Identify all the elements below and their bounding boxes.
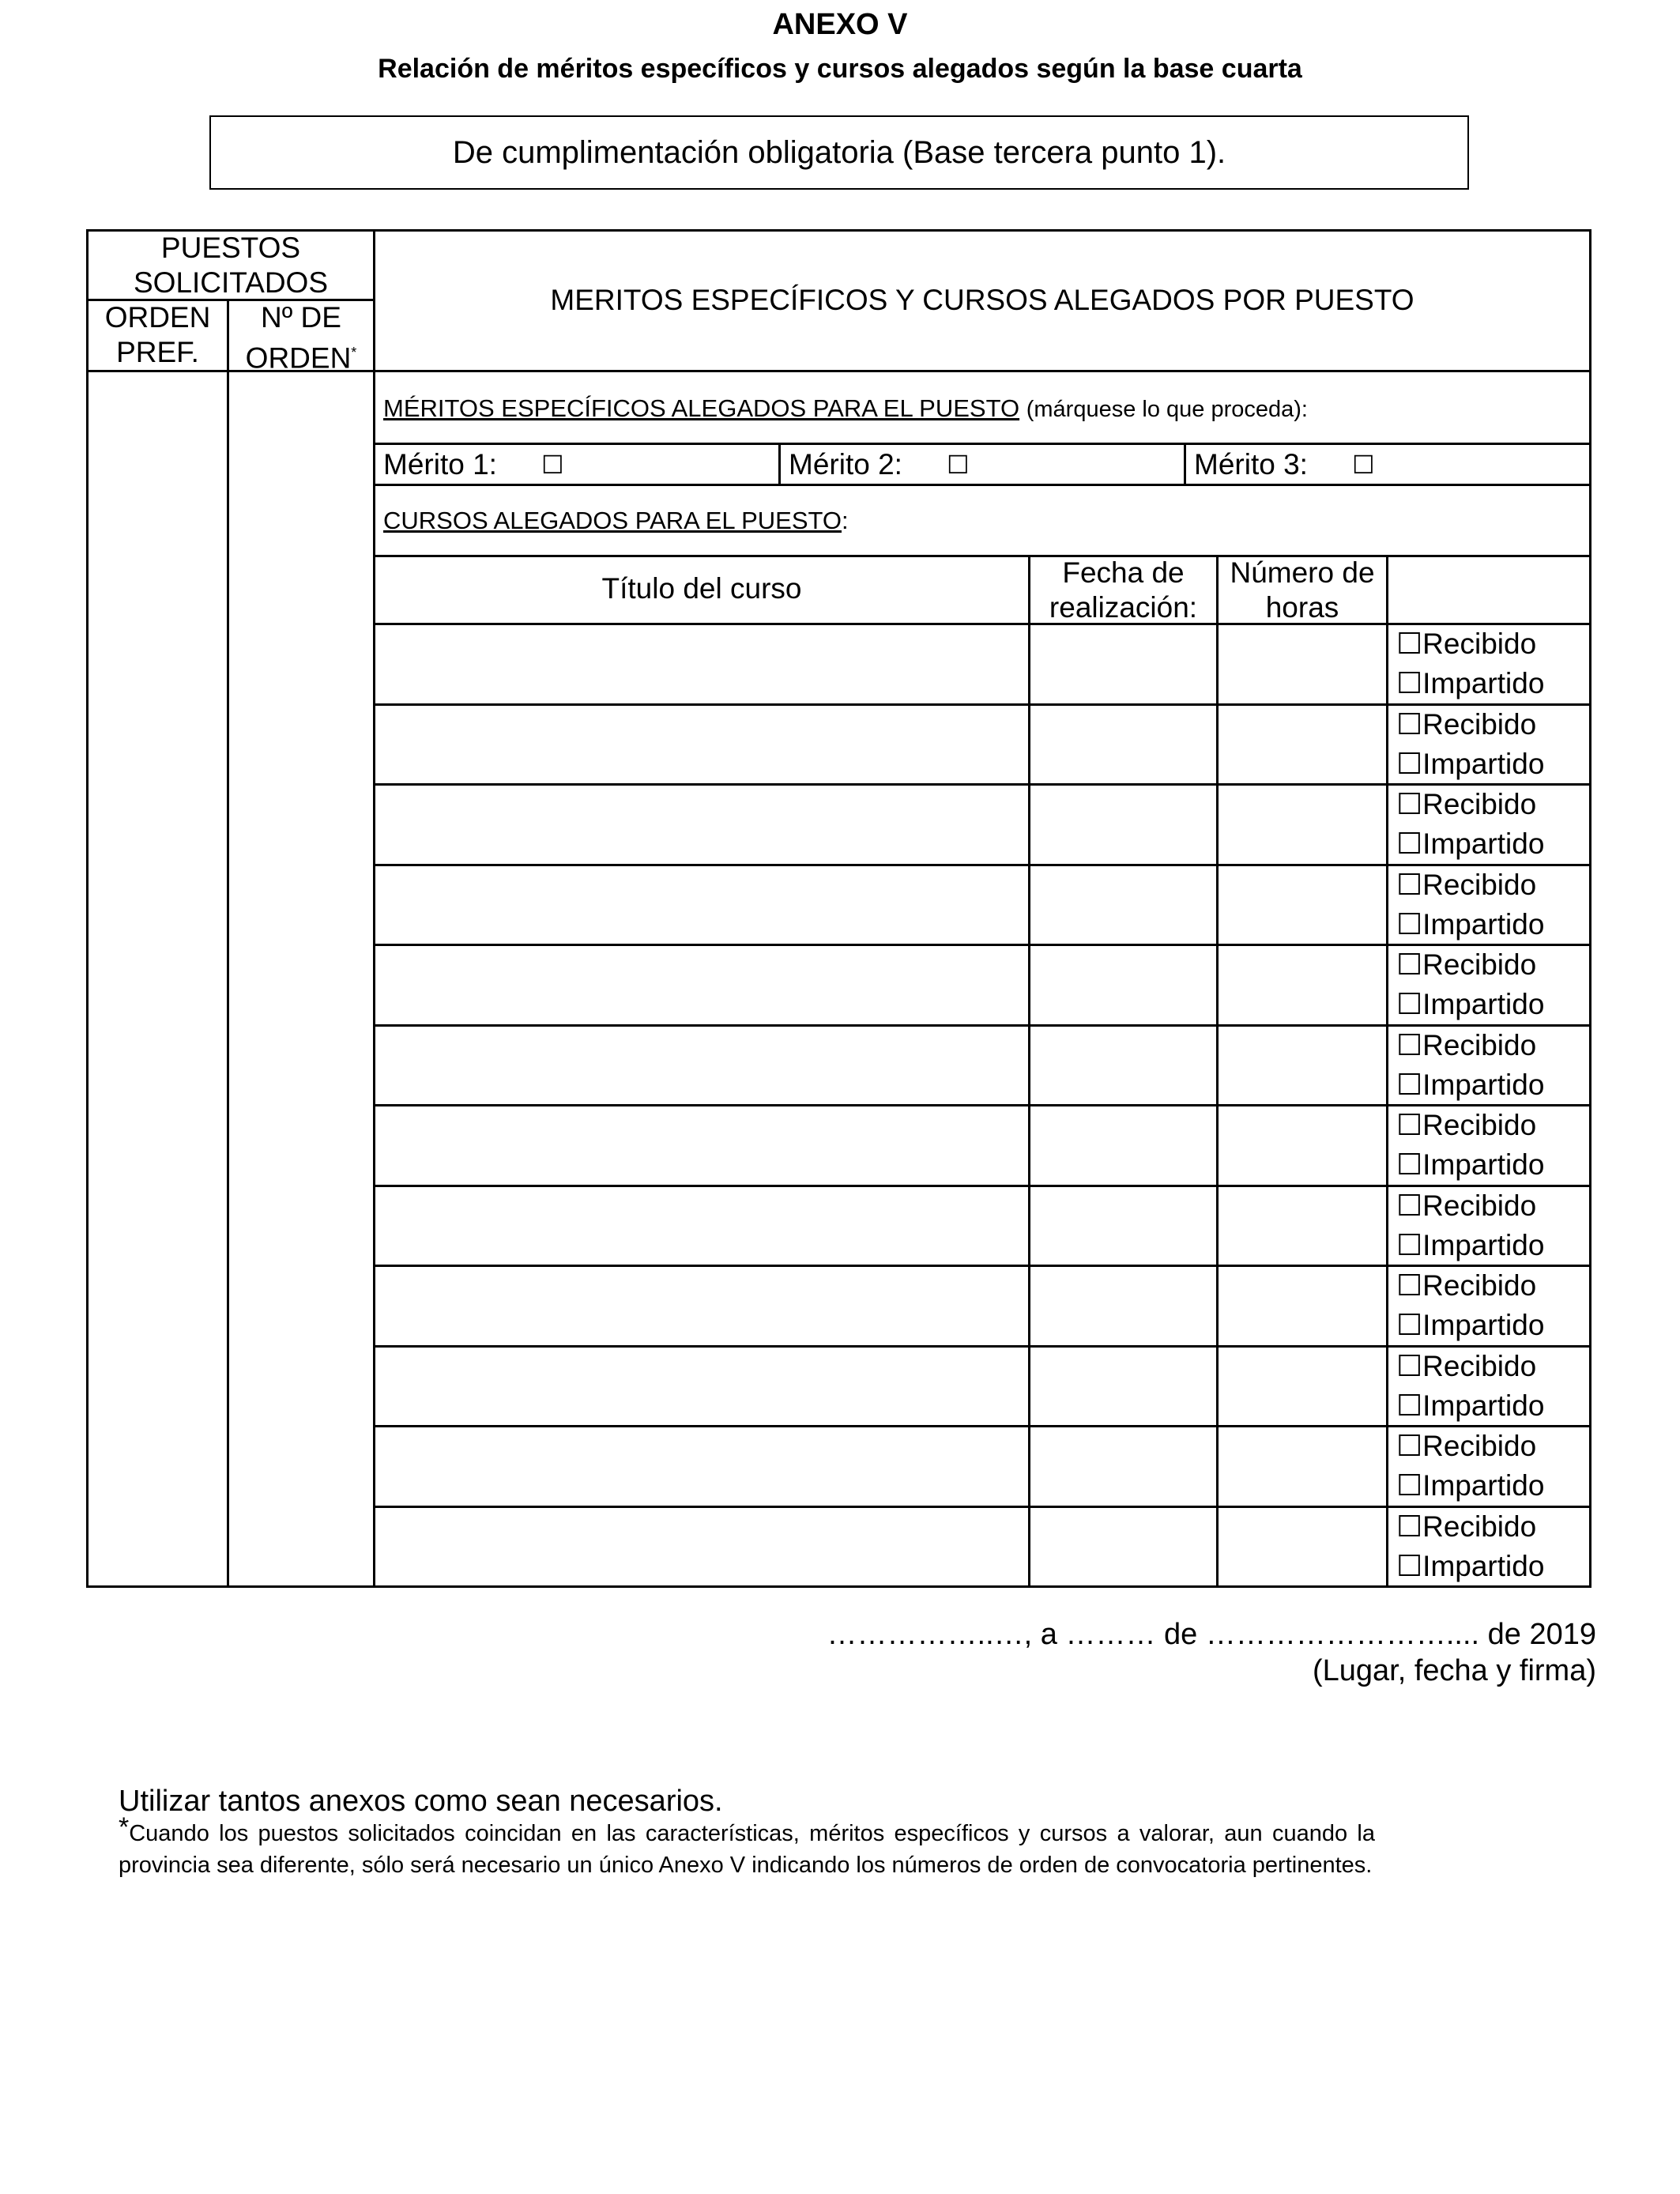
col-horas-header: Número de horas [1230,556,1375,624]
course-hours-cell[interactable] [1219,866,1386,944]
merito-1-checkbox[interactable]: ☐ [541,450,564,480]
course-hours-cell[interactable] [1219,625,1386,703]
recibido-checkbox[interactable]: ☐Recibido [1396,1029,1537,1061]
course-title-cell[interactable] [375,866,1028,944]
merito-3-checkbox[interactable]: ☐ [1352,450,1375,480]
course-title-cell[interactable] [375,1508,1028,1586]
merito-2-field [789,447,902,482]
page-title: ANEXO V [772,8,908,41]
recibido-checkbox[interactable]: ☐Recibido [1396,948,1537,981]
meritos-section-hint: (márquese lo que proceda): [1026,397,1308,422]
num-orden-label: Nº DE ORDEN [245,301,352,375]
impartido-checkbox[interactable]: ☐Impartido [1396,1148,1545,1181]
recibido-checkbox[interactable]: ☐Recibido [1396,1189,1537,1222]
meritos-section-title: MÉRITOS ESPECÍFICOS ALEGADOS PARA EL PUESTO [383,394,1020,422]
num-orden-header [229,300,373,375]
course-hours-cell[interactable] [1219,786,1386,864]
course-hours-cell[interactable] [1219,1348,1386,1426]
course-date-cell[interactable] [1030,706,1216,784]
cursos-section-label [383,503,849,538]
recibido-checkbox[interactable]: ☐Recibido [1396,1430,1537,1462]
impartido-checkbox[interactable]: ☐Impartido [1396,988,1545,1020]
merito-3-field [1194,447,1308,482]
recibido-checkbox[interactable]: ☐Recibido [1396,1510,1537,1543]
course-date-cell[interactable] [1030,1508,1216,1586]
page-subtitle: Relación de méritos específicos y cursos alegados según la base cuarta [378,54,1302,84]
recibido-checkbox[interactable]: ☐Recibido [1396,788,1537,820]
merito-1-field [383,447,497,482]
merito-2-label: Mérito 2: [789,448,902,481]
impartido-checkbox[interactable]: ☐Impartido [1396,667,1545,699]
impartido-checkbox[interactable]: ☐Impartido [1396,1550,1545,1582]
course-hours-cell[interactable] [1219,706,1386,784]
recibido-checkbox[interactable]: ☐Recibido [1396,869,1537,901]
place-date-caption: (Lugar, fecha y firma) [1312,1654,1596,1687]
impartido-checkbox[interactable]: ☐Impartido [1396,1229,1545,1261]
course-date-cell[interactable] [1030,1027,1216,1105]
impartido-checkbox[interactable]: ☐Impartido [1396,1469,1545,1502]
col-titulo-header: Título del curso [601,572,802,605]
course-title-cell[interactable] [375,1427,1028,1506]
meritos-header: MERITOS ESPECÍFICOS Y CURSOS ALEGADOS POR PUESTO [550,284,1414,316]
course-title-cell[interactable] [375,1027,1028,1105]
course-date-cell[interactable] [1030,946,1216,1024]
puestos-solicitados-header: PUESTOS SOLICITADOS [133,232,329,299]
footnote-asterisk: * [119,1812,130,1842]
course-date-cell[interactable] [1030,1348,1216,1426]
recibido-checkbox[interactable]: ☐Recibido [1396,708,1537,741]
note-annexes: Utilizar tantos anexos como sean necesarios. [119,1785,723,1818]
impartido-checkbox[interactable]: ☐Impartido [1396,1389,1545,1422]
merito-3-label: Mérito 3: [1194,448,1308,481]
course-title-cell[interactable] [375,1267,1028,1345]
course-date-cell[interactable] [1030,1187,1216,1265]
footnote-text: Cuando los puestos solicitados coincidan en las características, méritos específicos y cursos a valorar, aun cuando la provincia sea diferente, sólo será necesario un único Anexo V indicando los números de orden de convocatoria pertinentes. [119,1821,1375,1878]
course-hours-cell[interactable] [1219,1508,1386,1586]
course-title-cell[interactable] [375,1106,1028,1185]
course-title-cell[interactable] [375,1187,1028,1265]
note-footnote [119,1812,1375,1881]
course-hours-cell[interactable] [1219,1267,1386,1345]
orden-pref-header: ORDEN PREF. [104,301,211,368]
course-title-cell[interactable] [375,946,1028,1024]
recibido-checkbox[interactable]: ☐Recibido [1396,628,1537,660]
course-date-cell[interactable] [1030,786,1216,864]
course-date-cell[interactable] [1030,866,1216,944]
course-hours-cell[interactable] [1219,946,1386,1024]
course-date-cell[interactable] [1030,1106,1216,1185]
impartido-checkbox[interactable]: ☐Impartido [1396,827,1545,860]
course-hours-cell[interactable] [1219,1427,1386,1506]
course-date-cell[interactable] [1030,1267,1216,1345]
recibido-checkbox[interactable]: ☐Recibido [1396,1109,1537,1141]
cursos-section-colon: : [842,507,849,534]
recibido-checkbox[interactable]: ☐Recibido [1396,1350,1537,1382]
course-title-cell[interactable] [375,706,1028,784]
course-title-cell[interactable] [375,1348,1028,1426]
course-hours-cell[interactable] [1219,1187,1386,1265]
col-fecha-header: Fecha de realización: [1049,556,1198,624]
course-hours-cell[interactable] [1219,1106,1386,1185]
recibido-checkbox[interactable]: ☐Recibido [1396,1269,1537,1302]
impartido-checkbox[interactable]: ☐Impartido [1396,1069,1545,1101]
course-hours-cell[interactable] [1219,1027,1386,1105]
impartido-checkbox[interactable]: ☐Impartido [1396,1309,1545,1341]
place-date-line: ……………..…, a ……… de …………………….... de 2019 [827,1618,1596,1651]
mandatory-notice-text: De cumplimentación obligatoria (Base tercera punto 1). [452,134,1226,170]
signature-block [827,1616,1596,1689]
course-date-cell[interactable] [1030,1427,1216,1506]
merito-1-label: Mérito 1: [383,448,497,481]
course-date-cell[interactable] [1030,625,1216,703]
num-orden-asterisk: * [351,345,357,360]
course-title-cell[interactable] [375,625,1028,703]
impartido-checkbox[interactable]: ☐Impartido [1396,908,1545,941]
merito-2-checkbox[interactable]: ☐ [947,450,970,480]
mandatory-notice-box [209,115,1469,190]
impartido-checkbox[interactable]: ☐Impartido [1396,748,1545,780]
course-title-cell[interactable] [375,786,1028,864]
cursos-section-title: CURSOS ALEGADOS PARA EL PUESTO [383,507,842,534]
meritos-section-label [383,391,1308,427]
